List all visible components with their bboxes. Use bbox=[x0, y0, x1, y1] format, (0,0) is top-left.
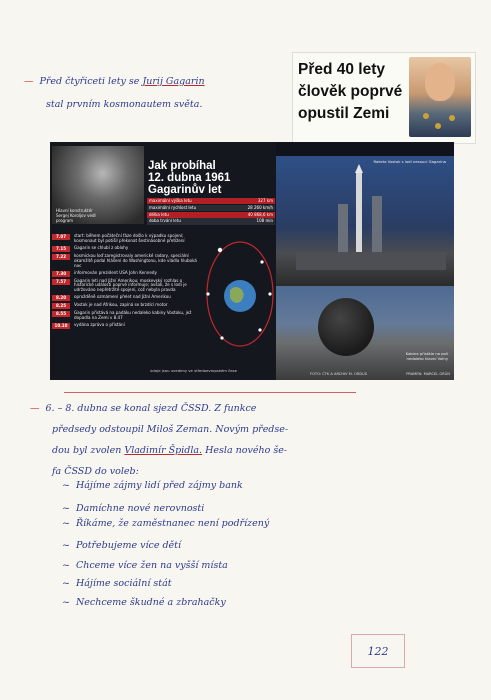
stat-row: maximální výška letu 327 km bbox=[149, 198, 273, 203]
gagarin-portrait bbox=[409, 57, 471, 137]
stat-row: maximální rychlost letu 28 260 km/h bbox=[149, 204, 273, 210]
start-point-icon bbox=[218, 248, 222, 252]
divider bbox=[64, 392, 356, 393]
flight-stats bbox=[147, 198, 275, 225]
infographic-title: Jak probíhal 12. dubna 1961 Gagarinův let bbox=[148, 160, 231, 196]
flight-timeline bbox=[52, 234, 202, 331]
flight-infographic bbox=[50, 142, 454, 380]
section2-line-1: — 6. – 8. dubna se konal sjezd ČSSD. Z funkce bbox=[30, 403, 257, 414]
intro-line-2: stal prvním kosmonautem světa. bbox=[46, 99, 203, 110]
timeline-event: 8.55 Gagarin přistává na padáku nedaleko kabiny Vostoku, jež dopadla na Zemi v 8.47 bbox=[52, 311, 202, 321]
stat-row: délka letu 40 868,6 km bbox=[149, 211, 273, 217]
slogan-item: ~ Nechceme škudné a zbrahačky bbox=[62, 597, 226, 608]
stat-row: doba trvání letu 108 min bbox=[149, 218, 273, 224]
timeline-event: 7.30 informován prezident USA John Kennedy bbox=[52, 271, 202, 277]
section2-line-2: předsedy odstoupil Miloš Zeman. Novým předse- bbox=[52, 424, 289, 435]
slogan-item: ~ Damíchne nové nerovnosti bbox=[62, 503, 205, 514]
infographic-footnote: údaje jsou uvedeny ve středoevropském čase bbox=[150, 368, 237, 373]
headline-line-2: člověk poprvé bbox=[298, 83, 403, 100]
gagarin-name: Jurij Gagarin bbox=[142, 76, 205, 87]
slogan-item: ~ Potřebujeme více dětí bbox=[62, 540, 182, 551]
timeline-event: 10.10 vydána zpráva o přistání bbox=[52, 323, 202, 329]
intro-line-1: — Před čtyřiceti lety se Jurij Gagarin bbox=[24, 76, 205, 87]
orbit-diagram bbox=[200, 234, 276, 354]
page-number-box bbox=[351, 634, 405, 668]
slogan-item: ~ Říkáme, že zaměstnanec není podřízený bbox=[62, 518, 270, 529]
timeline-event: 7.07 start: během počáteční fáze došlo k výpadku spojení; kosmonaut byl potišil překonat šestinásobné přetížení bbox=[52, 234, 202, 244]
capsule-photo bbox=[276, 286, 454, 380]
photo-credit: FOTO: ČTK A ARCHIV M. ORDUS bbox=[310, 372, 368, 376]
data-source-credit: PRAMEN: MARCEL GRÜN bbox=[406, 372, 450, 376]
headline-line-3: opustil Zemi bbox=[298, 105, 390, 122]
korolev-caption: Hlavní konstruktér Sergej Koroljov vedl program bbox=[56, 208, 96, 223]
korolev-photo bbox=[52, 146, 144, 224]
timeline-event: 7.57 Gagarin letí nad Jižní Amerikou; moskevský rozhlas o historické události poprvé informuje; avšak, že s lodí je udržováno nepřetržité spojení, což nebyla pravda bbox=[52, 279, 202, 294]
slogan-item: ~ Hájíme zájmy lidí před zájmy bank bbox=[62, 480, 243, 491]
headline-line-1: Před 40 lety bbox=[298, 61, 386, 78]
capsule-photo-caption: Kabina přistála na poli nedaleko hlavní Volhy bbox=[405, 351, 448, 361]
intro-line-1-prefix: Před čtyřiceti lety se bbox=[39, 76, 140, 87]
rocket-icon bbox=[356, 172, 362, 254]
page-number: 122 bbox=[367, 644, 389, 658]
launch-photo-caption: Raketa Vostok s lodí nesoucí Gagarina bbox=[373, 159, 446, 164]
launch-photo bbox=[276, 156, 454, 286]
slogan-item: ~ Hájíme sociální stát bbox=[62, 578, 172, 589]
slogan-item: ~ Chceme více žen na vyšší místa bbox=[62, 560, 228, 571]
timeline-event: 8.25 Vostok je nad Afrikou, zapíná se brzdící motor bbox=[52, 303, 202, 309]
timeline-event: 8.20 oprožděně ozmámení přelet nad Jižní Amerikou bbox=[52, 295, 202, 301]
section2-line-4: fa ČSSD do voleb: bbox=[52, 466, 139, 477]
headline-clipping bbox=[292, 52, 476, 144]
timeline-event: 7.15 Gagarin se chlubí z oblohy bbox=[52, 246, 202, 252]
spidla-name: Vladimír Špidla. bbox=[124, 445, 203, 456]
capsule-icon bbox=[318, 298, 374, 356]
timeline-event: 7.22 kosmickou loď zaregistrovaly americké radary, speciální okamžitě podal hlášení do Washingtonu, kde vládla hluboká noc bbox=[52, 254, 202, 269]
section2-line-3: dou byl zvolen Vladimír Špidla. Hesla nového še- bbox=[52, 445, 288, 456]
